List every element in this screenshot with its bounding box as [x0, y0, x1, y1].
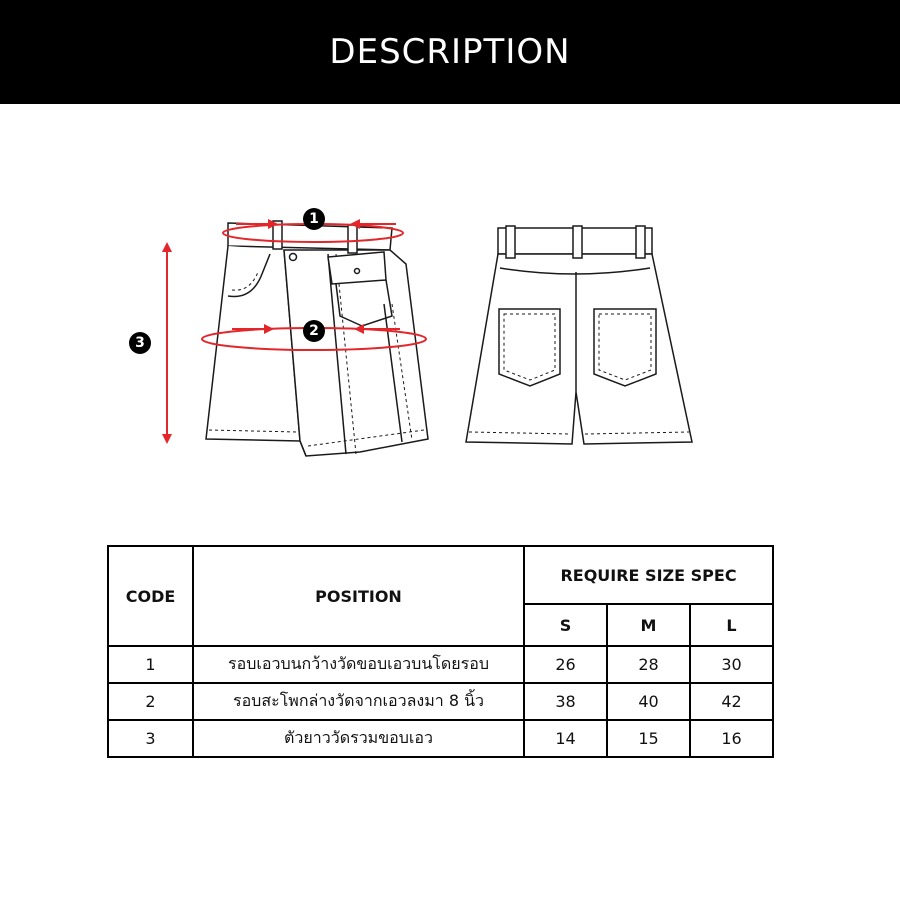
row-code: 3 [108, 720, 193, 757]
row-position: รอบเอวบนกว้างวัดขอบเอวบนโดยรอบ [193, 646, 524, 683]
size-m-header: M [607, 604, 690, 646]
size-l-header: L [690, 604, 773, 646]
row-code: 1 [108, 646, 193, 683]
position-header: POSITION [193, 546, 524, 646]
row-value-l: 30 [690, 646, 773, 683]
marker-2: 2 [303, 320, 325, 342]
table-row [108, 720, 773, 757]
page-header [0, 0, 900, 104]
page-title: DESCRIPTION [329, 32, 571, 72]
spec-header: REQUIRE SIZE SPEC [524, 546, 773, 604]
row-value-l: 16 [690, 720, 773, 757]
garment-illustration [0, 104, 900, 524]
size-s-header: S [524, 604, 607, 646]
size-spec-table [107, 545, 774, 758]
marker-3: 3 [129, 332, 151, 354]
row-value-m: 40 [607, 683, 690, 720]
row-value-s: 26 [524, 646, 607, 683]
marker-1: 1 [303, 208, 325, 230]
row-position: ตัวยาววัดรวมขอบเอว [193, 720, 524, 757]
row-value-m: 28 [607, 646, 690, 683]
row-position: รอบสะโพกล่างวัดจากเอวลงมา 8 นิ้ว [193, 683, 524, 720]
back-view [466, 226, 692, 444]
shorts-drawing [0, 104, 900, 524]
table-row [108, 683, 773, 720]
row-code: 2 [108, 683, 193, 720]
row-value-s: 14 [524, 720, 607, 757]
row-value-m: 15 [607, 720, 690, 757]
table-row [108, 646, 773, 683]
row-value-s: 38 [524, 683, 607, 720]
code-header: CODE [108, 546, 193, 646]
row-value-l: 42 [690, 683, 773, 720]
